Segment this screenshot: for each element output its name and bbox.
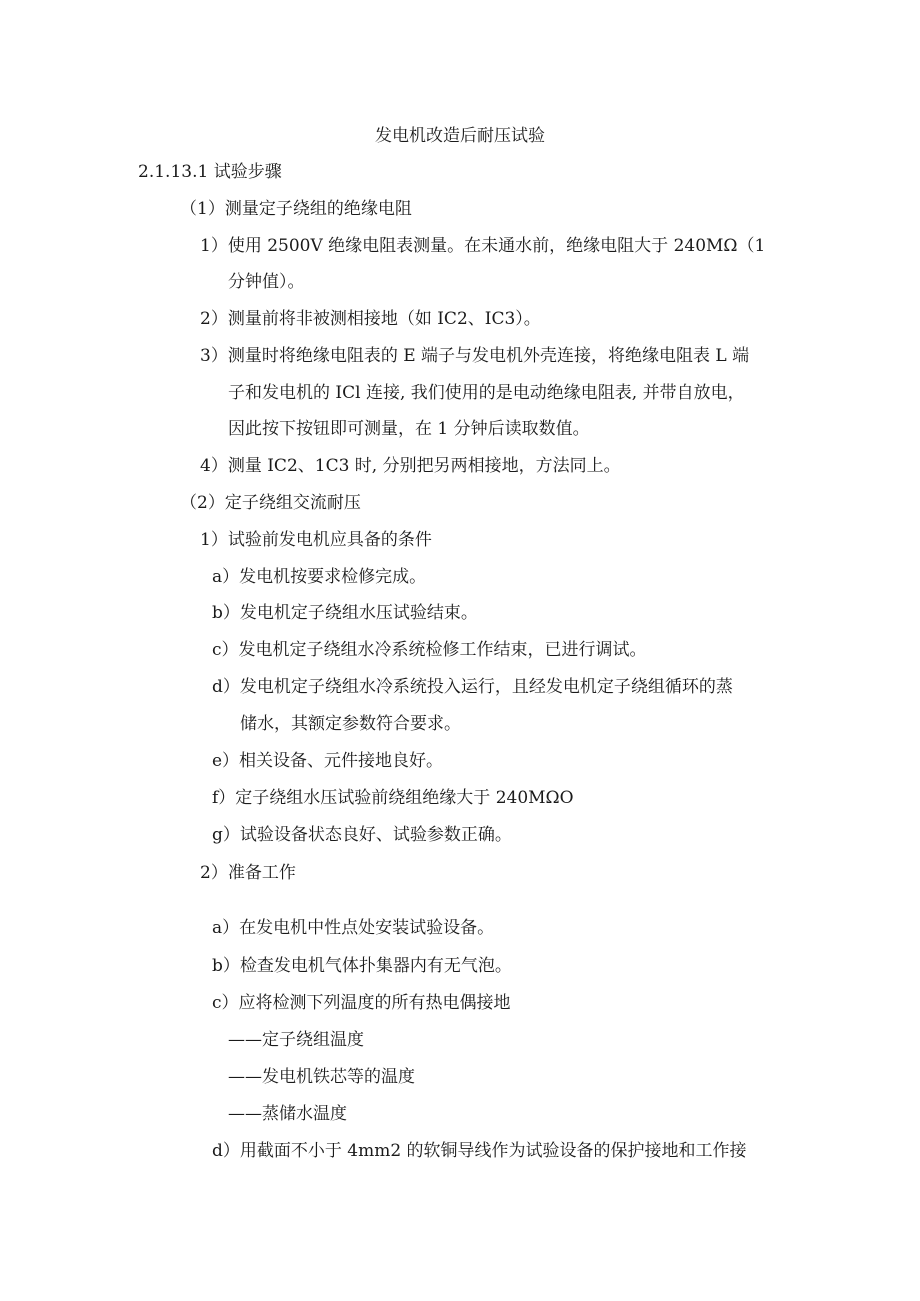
list-item: d）用截面不小于 4mm2 的软铜导线作为试验设备的保护接地和工作接 bbox=[212, 1141, 747, 1161]
paragraph-line: 因此按下按钮即可测量，在 1 分钟后读取数值。 bbox=[228, 419, 590, 439]
list-item: c）发电机定子绕组水冷系统检修工作结束，已进行调试。 bbox=[212, 640, 647, 660]
list-item: a）在发电机中性点处安装试验设备。 bbox=[212, 918, 495, 938]
paragraph-line: 分钟值）。 bbox=[228, 272, 305, 292]
section-heading: 2.1.13.1 试验步骤 bbox=[138, 162, 282, 182]
list-item: b）检查发电机气体扑集器内有无气泡。 bbox=[212, 956, 512, 976]
document-title: 发电机改造后耐压试验 bbox=[375, 126, 545, 146]
list-item-continuation: 储水，其额定参数符合要求。 bbox=[240, 714, 461, 734]
subsection-heading: （2）定子绕组交流耐压 bbox=[180, 493, 361, 513]
paragraph-line: 2）测量前将非被测相接地（如 IC2、IC3）。 bbox=[200, 309, 541, 329]
list-item: d）发电机定子绕组水冷系统投入运行，且经发电机定子绕组循环的蒸 bbox=[212, 677, 733, 697]
paragraph-line: 4）测量 IC2、1C3 时, 分别把另两相接地，方法同上。 bbox=[200, 456, 621, 476]
paragraph-line: 2）准备工作 bbox=[200, 863, 296, 883]
paragraph-line: 子和发电机的 ICl 连接, 我们使用的是电动绝缘电阻表, 并带自放电， bbox=[228, 383, 745, 403]
dash-item: ——发电机铁芯等的温度 bbox=[228, 1067, 415, 1087]
list-item: g）试验设备状态良好、试验参数正确。 bbox=[212, 825, 512, 845]
dash-item: ——蒸储水温度 bbox=[228, 1104, 347, 1124]
list-item: b）发电机定子绕组水压试验结束。 bbox=[212, 603, 478, 623]
subsection-heading: （1）测量定子绕组的绝缘电阻 bbox=[180, 199, 412, 219]
paragraph-line: 3）测量时将绝缘电阻表的 E 端子与发电机外壳连接，将绝缘电阻表 L 端 bbox=[200, 346, 750, 366]
dash-item: ——定子绕组温度 bbox=[228, 1030, 364, 1050]
list-item: e）相关设备、元件接地良好。 bbox=[212, 751, 444, 771]
list-item: a）发电机按要求检修完成。 bbox=[212, 567, 427, 587]
paragraph-line: 1）使用 2500V 绝缘电阻表测量。在未通水前，绝缘电阻大于 240MΩ（1 bbox=[200, 236, 766, 256]
paragraph-line: 1）试验前发电机应具备的条件 bbox=[200, 530, 432, 550]
list-item: f）定子绕组水压试验前绕组绝缘大于 240MΩO bbox=[212, 788, 574, 808]
list-item: c）应将检测下列温度的所有热电偶接地 bbox=[212, 993, 511, 1013]
